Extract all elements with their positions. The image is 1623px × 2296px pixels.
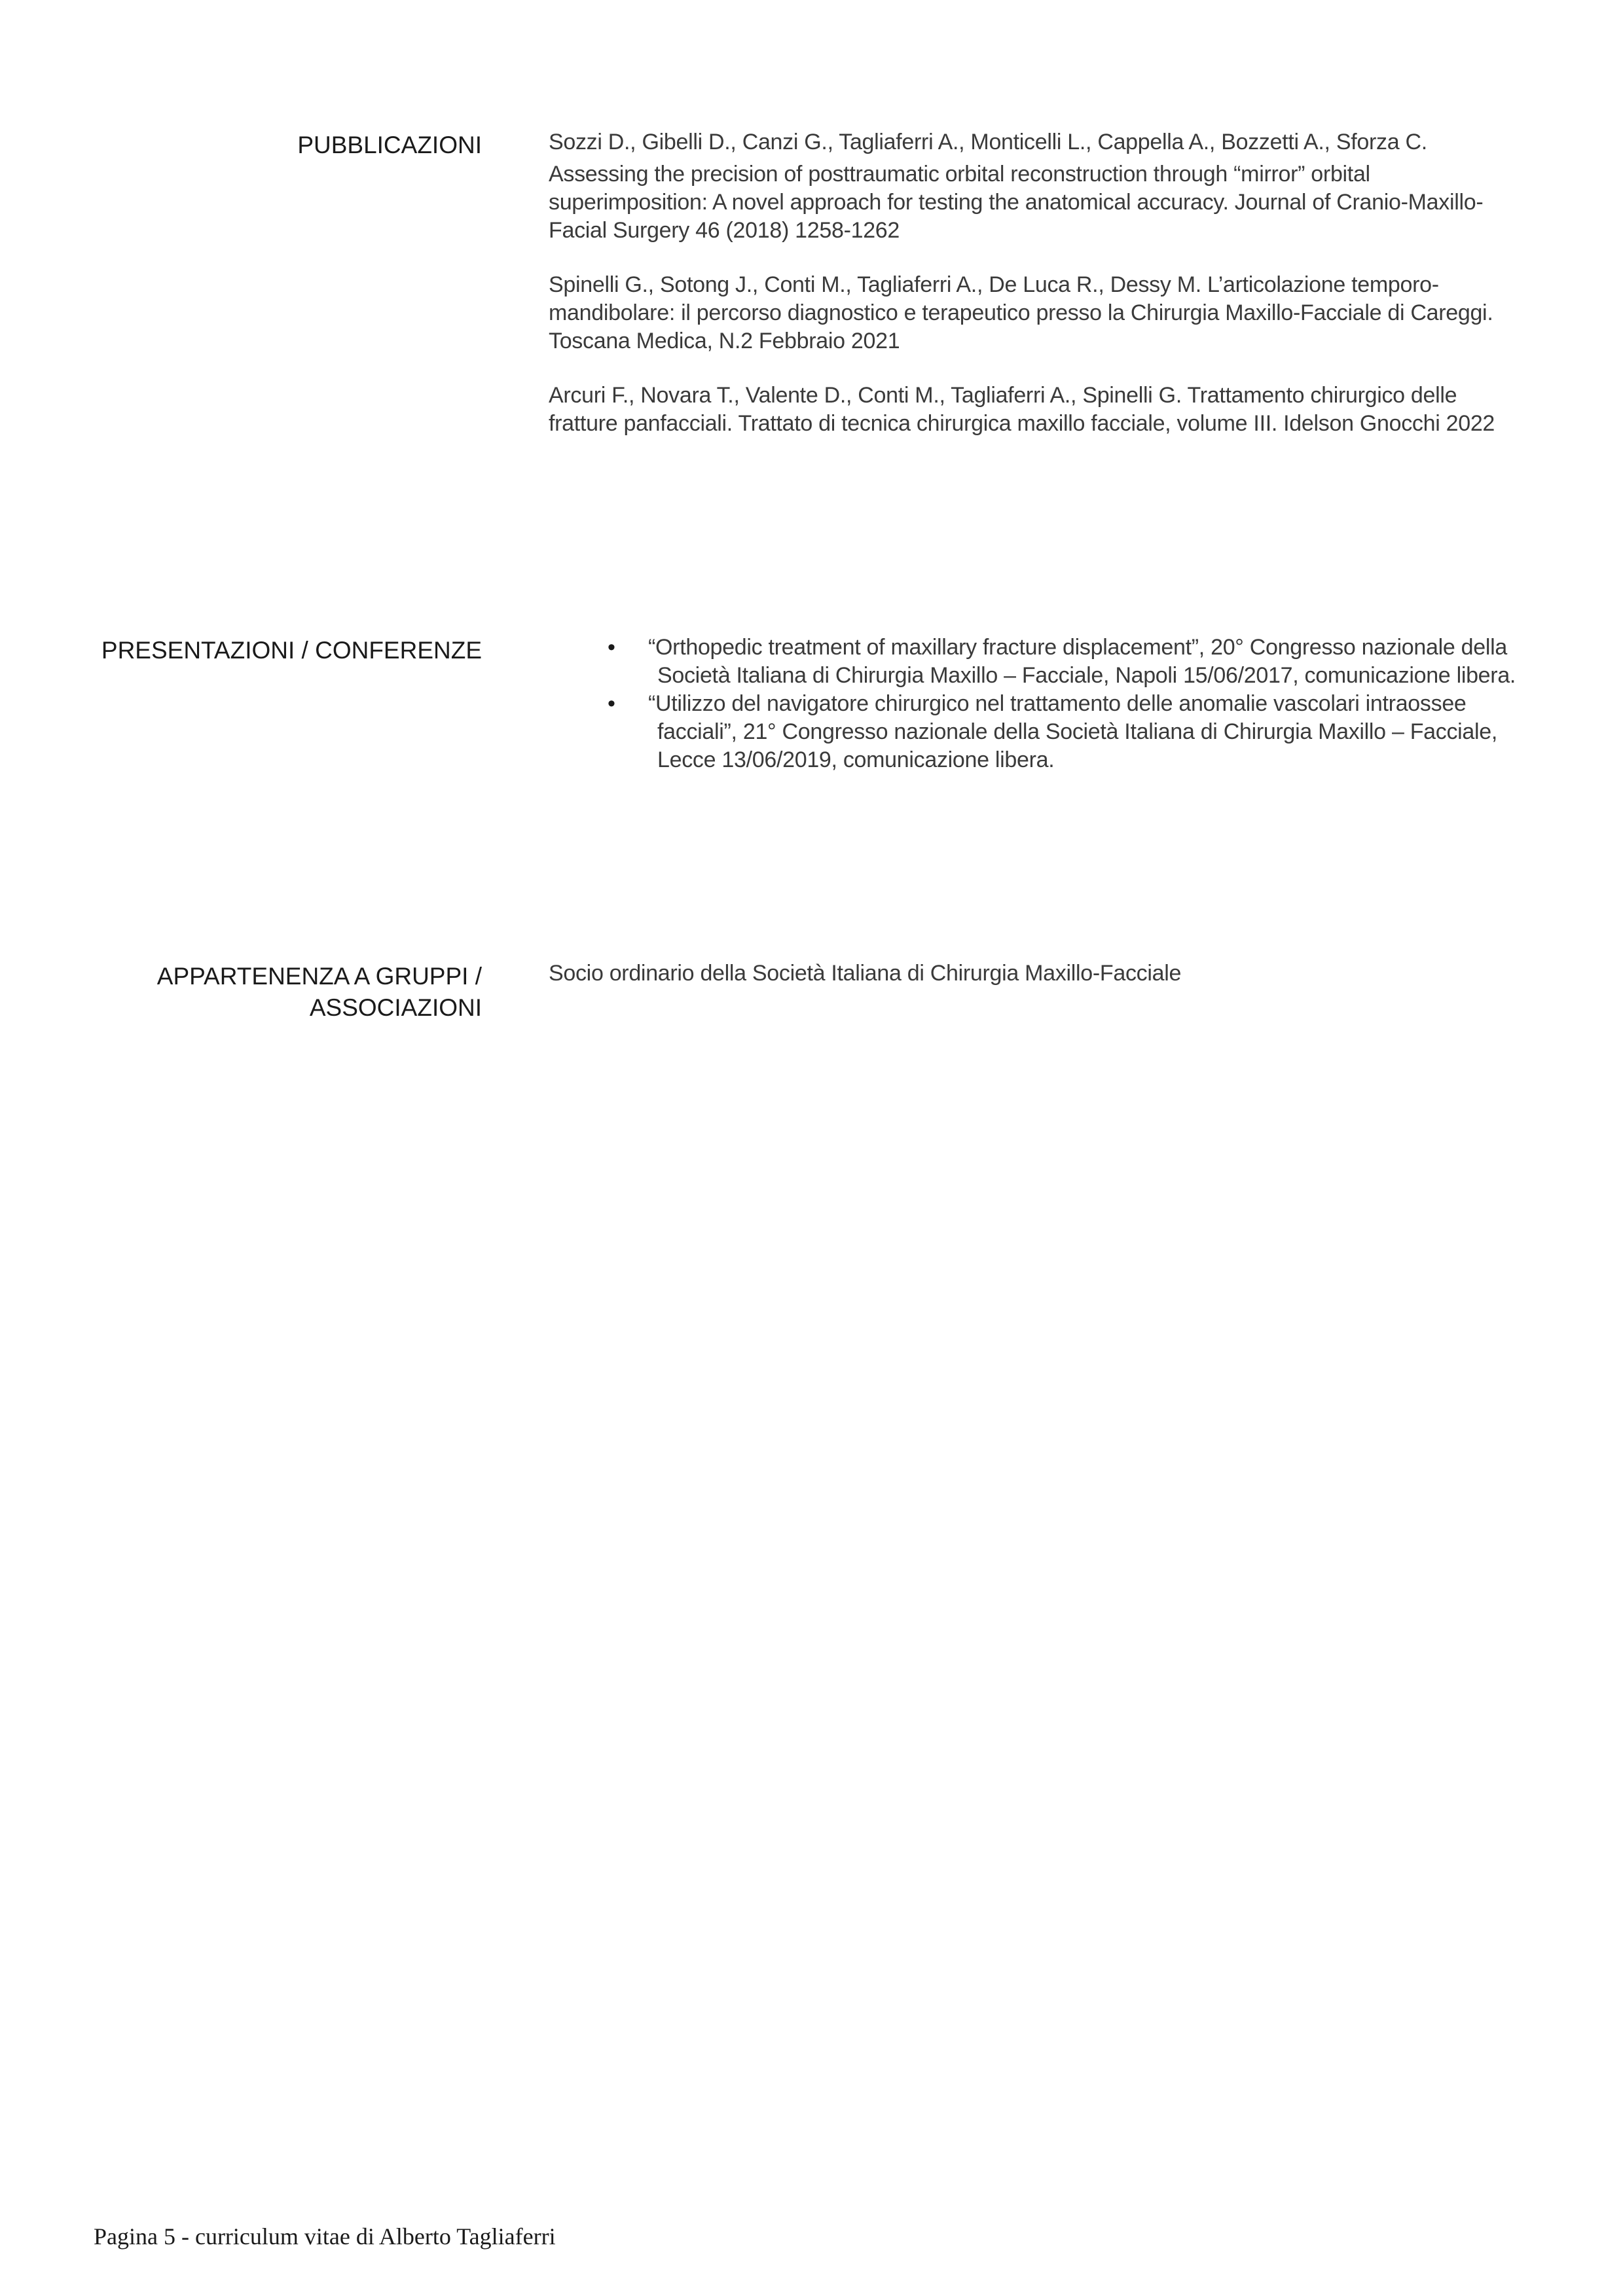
presentation-item (549, 690, 1524, 774)
publication-authors: Sozzi D., Gibelli D., Canzi G., Tagliaferri A., Monticelli L., Cappella A., Bozzetti A., Sforza C. (549, 130, 1427, 154)
page-footer: Pagina 5 - curriculum vitae di Alberto Tagliaferri (94, 2223, 556, 2250)
label-text: PUBBLICAZIONI (297, 132, 482, 158)
presentations-bullet-list (549, 634, 1524, 774)
section-label-presentazioni (0, 635, 482, 666)
publications-list (549, 128, 1518, 465)
publication-text: Assessing the precision of posttraumatic orbital reconstruction through “mirror” orbital superimposition: A novel approach for testing the anatomical accuracy. Journal of Cranio-Maxillo-Facial Surgery 46 (2018) 1258-1262 (549, 162, 1484, 243)
section-label-appartenenza (0, 961, 482, 1024)
membership-text (549, 960, 1518, 988)
section-label-pubblicazioni (0, 130, 482, 161)
publication-entry (549, 382, 1518, 438)
label-text: PRESENTAZIONI / CONFERENZE (101, 637, 482, 664)
bullet-icon: • (608, 691, 615, 716)
publication-text: Spinelli G., Sotong J., Conti M., Tagliaferri A., De Luca R., Dessy M. L’articolazione temporo-mandibolare: il percorso diagnostico e terapeutico presso la Chirurgia Maxillo-Facciale di Careggi. Toscana Medica, N.2 Febbraio 2021 (549, 272, 1493, 353)
presentations-list (549, 634, 1524, 774)
label-text: ASSOCIAZIONI (309, 994, 482, 1021)
presentation-text: “Orthopedic treatment of maxillary fracture displacement”, 20° Congresso nazionale della Società Italiana di Chirurgia Maxillo – Facciale, Napoli 15/06/2017, comunicazione libera. (648, 635, 1516, 688)
membership-statement: Socio ordinario della Società Italiana di Chirurgia Maxillo-Facciale (549, 961, 1182, 986)
label-text: APPARTENENZA A GRUPPI / (156, 963, 482, 990)
publication-text: Arcuri F., Novara T., Valente D., Conti M., Tagliaferri A., Spinelli G. Trattamento chirurgico delle fratture panfacciali. Trattato di tecnica chirurgica maxillo facciale, volume III. Idelson Gnocchi 2022 (549, 383, 1495, 436)
publication-entry (549, 128, 1518, 245)
presentation-text: “Utilizzo del navigatore chirurgico nel trattamento delle anomalie vascolari intraossee facciali”, 21° Congresso nazionale della Società Italiana di Chirurgia Maxillo – Facciale, Lecce 13/06/2019, comunicazione libera. (648, 691, 1498, 772)
presentation-item (549, 634, 1524, 690)
publication-entry (549, 271, 1518, 355)
bullet-icon: • (608, 635, 615, 660)
